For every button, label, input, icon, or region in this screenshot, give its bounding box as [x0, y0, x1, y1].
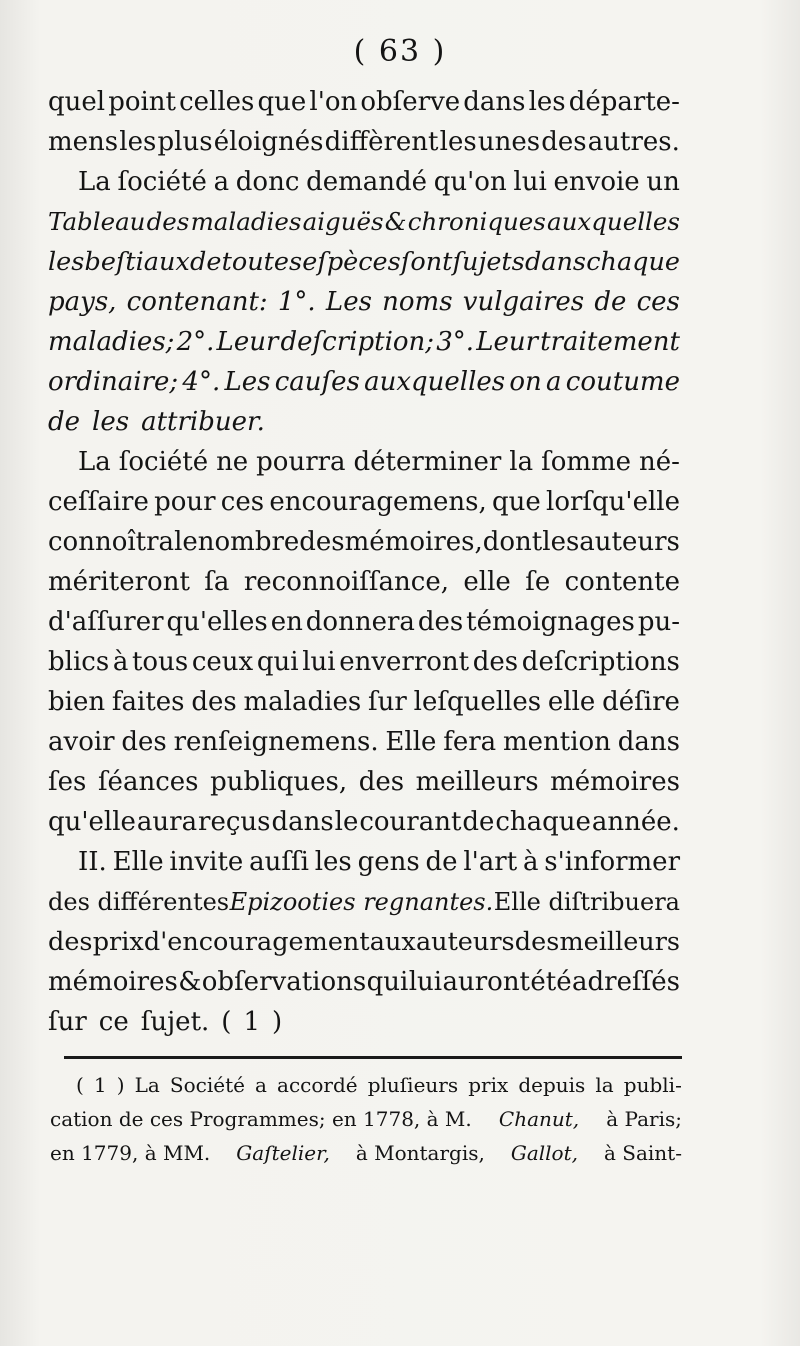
text-line [48, 602, 680, 642]
word: leſquelles [413, 687, 542, 717]
word: demandé [306, 167, 428, 197]
text-line [48, 322, 680, 362]
word: s'informer [544, 847, 680, 877]
word: ſe [525, 567, 551, 597]
word: point [108, 87, 176, 117]
word: deſcriptions [521, 647, 680, 677]
word: faites [111, 687, 185, 717]
word: obſervations [201, 967, 367, 997]
word: des [541, 127, 587, 157]
word: l'art [463, 847, 518, 877]
word: maladies; [48, 327, 175, 357]
word: diffèrent [324, 127, 439, 157]
word: dans [463, 87, 526, 117]
footnote-line [50, 1136, 682, 1170]
word: lui [408, 967, 443, 997]
word: deſcription; [280, 327, 435, 357]
word: mériteront [48, 567, 190, 597]
word: obſerve [360, 87, 461, 117]
text-line [48, 882, 680, 922]
word: à [522, 847, 539, 877]
word: a [546, 367, 562, 397]
word: auteurs [579, 527, 680, 557]
word: coutume [565, 367, 680, 397]
text-segment: à Paris; [606, 1107, 682, 1131]
word: courant [359, 807, 462, 837]
footnote-line [50, 1068, 682, 1102]
word: qu'elle [48, 807, 136, 837]
word: 1 [243, 1007, 260, 1037]
text-line [48, 522, 680, 562]
word: d'aſſurer [48, 607, 164, 637]
page-number: ( 63 ) [353, 34, 447, 69]
word: depuis [518, 1073, 586, 1097]
word: prix [468, 1073, 509, 1097]
word: chaque [586, 247, 680, 277]
word: publiques, [210, 767, 348, 797]
word: ſa [204, 567, 230, 597]
text-segment: en 1779, à MM. [50, 1141, 211, 1165]
italic-name: Chanut, [498, 1107, 580, 1131]
word: invite [169, 847, 244, 877]
word: La [134, 1073, 160, 1097]
word: elle [547, 687, 596, 717]
word: chaque [495, 807, 591, 837]
word: un [646, 167, 680, 197]
word: avoir [48, 727, 115, 757]
word: né- [639, 447, 680, 477]
footnote [50, 1068, 682, 1170]
word: ordinaire; [48, 367, 179, 397]
word: les [119, 127, 157, 157]
word: donc [235, 167, 300, 197]
paragraph-start-line [48, 842, 680, 882]
word: mémoires [550, 767, 680, 797]
word: II. [78, 847, 107, 877]
word: ) [271, 1007, 283, 1037]
word: le [334, 807, 359, 837]
word: ſociété [118, 447, 209, 477]
word: fera [443, 727, 497, 757]
paragraph-end-line [48, 402, 680, 442]
word: nombre [197, 527, 300, 557]
word: déſire [602, 687, 680, 717]
paragraph-start-line [48, 442, 680, 482]
word: 1 [93, 1073, 107, 1097]
word: éloignés [213, 127, 324, 157]
word: aiguës [302, 207, 384, 236]
text-segment: Elle diſtribuera [493, 888, 680, 916]
word: des [417, 607, 464, 637]
word: traitement [540, 327, 680, 357]
word: pays, [48, 287, 117, 317]
word: a [213, 167, 230, 197]
word: qui [366, 967, 409, 997]
word: d'encouragement [143, 927, 370, 957]
word: Les [224, 367, 271, 397]
word: témoignages [466, 607, 635, 637]
word: auront [442, 967, 531, 997]
word: ſont [400, 247, 453, 277]
word: mention [502, 727, 611, 757]
word: l'on [309, 87, 358, 117]
word: on [509, 367, 542, 397]
word: été [530, 967, 572, 997]
word: la [595, 1073, 614, 1097]
word: auſſi [249, 847, 309, 877]
italic-name: Gaſtelier, [236, 1141, 330, 1165]
word: a [255, 1073, 267, 1097]
text-segment: à Saint- [604, 1141, 682, 1165]
word: noms [382, 287, 453, 317]
footnote-divider [64, 1056, 682, 1059]
word: ſomme [541, 447, 632, 477]
word: eſpèces [302, 247, 401, 277]
main-text [48, 82, 680, 1042]
word: & [178, 967, 202, 997]
word: Leur [476, 327, 539, 357]
word: encouragemens, [269, 487, 487, 517]
italic-term: Epizooties regnantes. [229, 888, 494, 916]
word: dans [524, 247, 587, 277]
word: les [439, 127, 477, 157]
word: Tableau [48, 207, 146, 236]
text-line [48, 722, 680, 762]
word: auxquelles [547, 207, 680, 236]
word: des [514, 927, 560, 957]
word: maladies [190, 207, 302, 236]
word: renſeignemens. [173, 727, 379, 757]
word: donnera [305, 607, 415, 637]
word: quel [48, 87, 106, 117]
word: 1°. [277, 287, 316, 317]
text-line [48, 282, 680, 322]
word: contenant: [126, 287, 268, 317]
word: à [112, 647, 129, 677]
word: de [425, 847, 458, 877]
word: cauſes [274, 367, 360, 397]
word: ( [76, 1073, 84, 1097]
word: que [492, 487, 541, 517]
italic-name: Gallot, [510, 1141, 578, 1165]
word: ſéances [97, 767, 199, 797]
word: maladies [243, 687, 362, 717]
text-line [48, 202, 680, 242]
text-line [48, 802, 680, 842]
word: qu'elles [166, 607, 268, 637]
word: adreſſés [572, 967, 680, 997]
word: dont [482, 527, 543, 557]
word: lui [513, 167, 547, 197]
word: des [191, 687, 237, 717]
word: plus [157, 127, 213, 157]
word: ( [221, 1007, 232, 1037]
word: elle [463, 567, 511, 597]
word: de [462, 807, 495, 837]
word: de [190, 247, 222, 277]
text-line [48, 122, 680, 162]
word: ſur [48, 1007, 87, 1037]
word: autres. [587, 127, 680, 157]
word: qu'on [433, 167, 507, 197]
text-line [48, 482, 680, 522]
word: prix [92, 927, 144, 957]
word: lui [302, 647, 336, 677]
word: connoîtra [48, 527, 175, 557]
word: & [384, 207, 407, 236]
word: mémoires [48, 967, 178, 997]
word: La [78, 447, 111, 477]
word: des [299, 527, 345, 557]
text-segment: cation de ces Programmes; en 1778, à M. [50, 1107, 472, 1131]
word: des [48, 927, 93, 957]
word: ne [216, 447, 249, 477]
word: les [314, 847, 352, 877]
word: en [270, 607, 303, 637]
word: unes [477, 127, 541, 157]
word: enverront [339, 647, 470, 677]
footnote-line [50, 1102, 682, 1136]
text-segment: des différentes [48, 888, 230, 916]
text-line [48, 562, 680, 602]
word: des [121, 727, 167, 757]
word: dans [271, 807, 334, 837]
text-line [48, 82, 680, 122]
word: 2°. [176, 327, 215, 357]
text-segment: à Montargis, [355, 1141, 485, 1165]
word: lorſqu'elle [546, 487, 680, 517]
word: 4°. [182, 367, 221, 397]
word: les [528, 87, 566, 117]
word: reconnoiſſance, [243, 567, 450, 597]
text-line [48, 242, 680, 282]
word: blics [48, 647, 110, 677]
word: ſujets [452, 247, 525, 277]
text-line [48, 922, 680, 962]
word: beſtiaux [84, 247, 190, 277]
word: qui [256, 647, 299, 677]
word: vulgaires [462, 287, 585, 317]
word: les [48, 247, 85, 277]
text-line [48, 762, 680, 802]
word: 3°. [436, 327, 475, 357]
word: accordé [277, 1073, 358, 1097]
word: contente [564, 567, 680, 597]
word: Les [325, 287, 372, 317]
word: ſujet. [140, 1007, 210, 1037]
word: année. [591, 807, 680, 837]
word: pourra [256, 447, 346, 477]
word: aura [136, 807, 198, 837]
word: des [472, 647, 519, 677]
word: auxquelles [364, 367, 506, 397]
paragraph-start-line [48, 162, 680, 202]
word: La [78, 167, 111, 197]
text-line [48, 682, 680, 722]
word: aux [369, 927, 416, 957]
word: de [48, 407, 81, 437]
text-line [48, 642, 680, 682]
word: meilleurs [415, 767, 539, 797]
word: ces [636, 287, 680, 317]
word: de [594, 287, 627, 317]
text-line [48, 362, 680, 402]
word: meilleurs [559, 927, 680, 957]
word: mens [48, 127, 119, 157]
word: reçus [198, 807, 271, 837]
word: Société [169, 1073, 245, 1097]
word: ceſſaire [48, 487, 149, 517]
word: envoie [553, 167, 640, 197]
word: ſociété [117, 167, 207, 197]
word: tous [131, 647, 189, 677]
word: ce [98, 1007, 129, 1037]
word: le [174, 527, 198, 557]
word: que [257, 87, 307, 117]
word: départe- [568, 87, 680, 117]
word: Elle [385, 727, 437, 757]
word: pu- [637, 607, 680, 637]
word: mémoires, [344, 527, 483, 557]
word: ces [220, 487, 265, 517]
word: ceux [191, 647, 254, 677]
word: Elle [112, 847, 164, 877]
word: des [358, 767, 405, 797]
word: des [146, 207, 190, 236]
paragraph-end-line [48, 1002, 680, 1042]
word: ) [116, 1073, 125, 1097]
text-line [48, 962, 680, 1002]
word: la [509, 447, 534, 477]
word: dans [617, 727, 680, 757]
word: celles [179, 87, 255, 117]
word: bien [48, 687, 106, 717]
word: les [542, 527, 580, 557]
word: gens [357, 847, 420, 877]
word: ſes [48, 767, 87, 797]
word: auteurs [415, 927, 515, 957]
word: chroniques [407, 207, 546, 236]
word: pour [154, 487, 216, 517]
word: pluſieurs [367, 1073, 459, 1097]
word: ſur [368, 687, 407, 717]
word: Leur [216, 327, 279, 357]
word: attribuer. [141, 407, 265, 437]
word: les [92, 407, 130, 437]
word: toutes [221, 247, 303, 277]
word: déterminer [353, 447, 502, 477]
word: publi- [623, 1073, 682, 1097]
